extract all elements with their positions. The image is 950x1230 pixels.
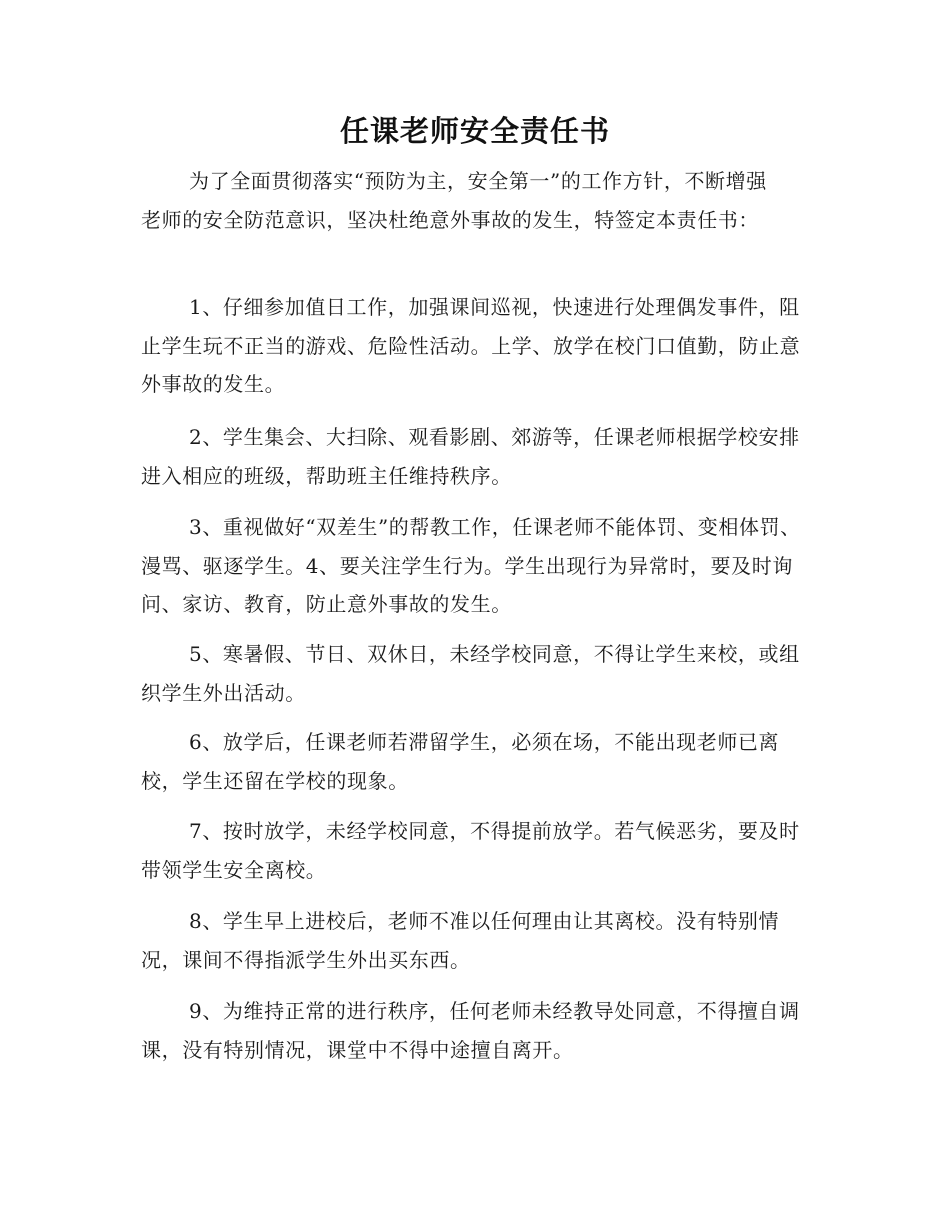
clause-paragraph: 1、仔细参加值日工作，加强课间巡视，快速进行处理偶发事件，阻止学生玩不正当的游戏、危险性活动。上学、放学在校门口值勤，防止意外事故的发生。 — [141, 295, 801, 396]
intro-paragraph: 为了全面贯彻落实“预防为主，安全第一”的工作方针，不断增强老师的安全防范意识，坚决杜绝意外事故的发生，特签定本责任书： — [141, 169, 767, 232]
clause-paragraph: 8、学生早上进校后，老师不准以任何理由让其离校。没有特别情况，课间不得指派学生外出买东西。 — [141, 909, 780, 972]
clause-paragraph: 3、重视做好“双差生”的帮教工作，任课老师不能体罚、变相体罚、漫骂、驱逐学生。4、要关注学生行为。学生出现行为异常时，要及时询问、家访、教育，防止意外事故的发生。 — [141, 515, 801, 616]
document-title: 任课老师安全责任书 — [339, 114, 610, 148]
clause-paragraph: 6、放学后，任课老师若滞留学生，必须在场，不能出现老师已离校，学生还留在学校的现象。 — [141, 730, 780, 793]
clause-paragraph: 5、寒暑假、节日、双休日，未经学校同意，不得让学生来校，或组织学生外出活动。 — [141, 642, 800, 705]
clause-paragraph: 9、为维持正常的进行秩序，任何老师未经教导处同意，不得擅自调课，没有特别情况，课堂中不得中途擅自离开。 — [141, 999, 800, 1062]
clause-paragraph: 2、学生集会、大扫除、观看影剧、郊游等，任课老师根据学校安排进入相应的班级，帮助班主任维持秩序。 — [141, 425, 800, 488]
clause-paragraph: 7、按时放学，未经学校同意，不得提前放学。若气候恶劣，要及时带领学生安全离校。 — [141, 819, 800, 882]
